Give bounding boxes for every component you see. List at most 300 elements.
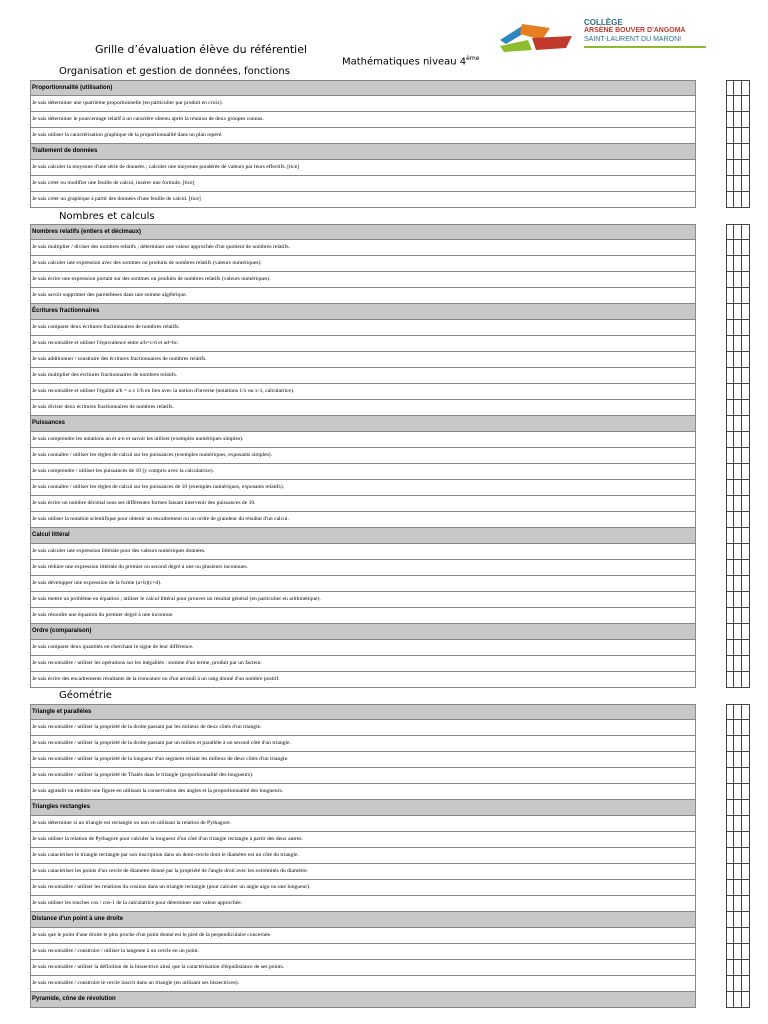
evaluation-checkbox-3[interactable] bbox=[742, 224, 750, 240]
row-gap bbox=[696, 160, 726, 176]
skill-text: Je sais déterminer le pourcentage relatif à un caractère obtenu après la réunion de deux groupes connus. bbox=[30, 112, 696, 128]
skill-row bbox=[30, 432, 750, 448]
skill-row bbox=[30, 864, 750, 880]
skill-row bbox=[30, 880, 750, 896]
evaluation-checkbox-2[interactable] bbox=[734, 192, 742, 208]
evaluation-checkbox-1[interactable] bbox=[726, 464, 734, 480]
subtitle-superscript: ème bbox=[466, 55, 480, 62]
skill-text: Je sais caractériser le triangle rectangle par son inscription dans un demi-cercle dont le diamètre est un côté du triangle. bbox=[30, 848, 696, 864]
evaluation-checkbox-2[interactable] bbox=[734, 128, 742, 144]
section-title: Géométrie bbox=[59, 690, 112, 701]
skill-row bbox=[30, 480, 750, 496]
evaluation-checkbox-3[interactable] bbox=[742, 544, 750, 560]
evaluation-checkbox-1[interactable] bbox=[726, 816, 734, 832]
evaluation-checkbox-1[interactable] bbox=[726, 272, 734, 288]
evaluation-checkbox-1[interactable] bbox=[726, 608, 734, 624]
evaluation-checkbox-3[interactable] bbox=[742, 752, 750, 768]
skill-row bbox=[30, 128, 750, 144]
skill-row bbox=[30, 192, 750, 208]
evaluation-checkbox-1[interactable] bbox=[726, 128, 734, 144]
row-gap bbox=[696, 832, 726, 848]
evaluation-checkbox-2[interactable] bbox=[734, 480, 742, 496]
row-gap bbox=[696, 592, 726, 608]
evaluation-checkbox-3[interactable] bbox=[742, 192, 750, 208]
evaluation-checkbox-1[interactable] bbox=[726, 880, 734, 896]
row-gap bbox=[696, 912, 726, 928]
evaluation-checkbox-3[interactable] bbox=[742, 352, 750, 368]
row-gap bbox=[696, 320, 726, 336]
evaluation-checkbox-3[interactable] bbox=[742, 864, 750, 880]
skill-row bbox=[30, 256, 750, 272]
evaluation-checkbox-2[interactable] bbox=[734, 272, 742, 288]
evaluation-checkbox-2[interactable] bbox=[734, 912, 742, 928]
evaluation-checkbox-3[interactable] bbox=[742, 304, 750, 320]
skill-text: Je sais reconnaître et utiliser l'égalité a/b = a x 1/b en lien avec la notion d'inverse (notations 1/x ou x-1, calculatrice). bbox=[30, 384, 696, 400]
evaluation-checkbox-2[interactable] bbox=[734, 256, 742, 272]
evaluation-checkbox-2[interactable] bbox=[734, 752, 742, 768]
evaluation-checkbox-2[interactable] bbox=[734, 672, 742, 688]
evaluation-checkbox-3[interactable] bbox=[742, 704, 750, 720]
skill-text: Je sais calculer une expression avec des sommes ou produits de nombres relatifs (valeurs numériques). bbox=[30, 256, 696, 272]
row-gap bbox=[696, 544, 726, 560]
evaluation-checkbox-1[interactable] bbox=[726, 752, 734, 768]
evaluation-checkbox-1[interactable] bbox=[726, 80, 734, 96]
evaluation-checkbox-1[interactable] bbox=[726, 512, 734, 528]
evaluation-checkbox-3[interactable] bbox=[742, 736, 750, 752]
evaluation-checkbox-1[interactable] bbox=[726, 784, 734, 800]
row-gap bbox=[696, 928, 726, 944]
evaluation-checkbox-1[interactable] bbox=[726, 928, 734, 944]
evaluation-checkbox-3[interactable] bbox=[742, 784, 750, 800]
evaluation-checkbox-2[interactable] bbox=[734, 368, 742, 384]
skill-text: Je sais diviser deux écritures fractionnaires de nombres relatifs. bbox=[30, 400, 696, 416]
skill-text: Je sais mettre un problème en équation ; utiliser le calcul littéral pour prouver un résultat général (en particulier en arithmétique). bbox=[30, 592, 696, 608]
evaluation-checkbox-1[interactable] bbox=[726, 400, 734, 416]
skill-row bbox=[30, 896, 750, 912]
skill-text: Je sais déterminer une quatrième proportionnelle (en particulier par produit en croix). bbox=[30, 96, 696, 112]
evaluation-checkbox-2[interactable] bbox=[734, 112, 742, 128]
row-gap bbox=[696, 576, 726, 592]
evaluation-checkbox-2[interactable] bbox=[734, 576, 742, 592]
evaluation-checkbox-3[interactable] bbox=[742, 880, 750, 896]
evaluation-checkbox-2[interactable] bbox=[734, 464, 742, 480]
evaluation-checkbox-1[interactable] bbox=[726, 144, 734, 160]
evaluation-checkbox-1[interactable] bbox=[726, 864, 734, 880]
row-gap bbox=[696, 192, 726, 208]
evaluation-checkbox-2[interactable] bbox=[734, 640, 742, 656]
evaluation-checkbox-2[interactable] bbox=[734, 704, 742, 720]
evaluation-checkbox-2[interactable] bbox=[734, 176, 742, 192]
skill-text: Je sais reconnaître / utiliser les opérations sur les inégalités : somme d'un terme, produit par un facteur. bbox=[30, 656, 696, 672]
evaluation-checkbox-3[interactable] bbox=[742, 912, 750, 928]
row-gap bbox=[696, 128, 726, 144]
evaluation-checkbox-2[interactable] bbox=[734, 224, 742, 240]
row-gap bbox=[696, 976, 726, 992]
evaluation-checkbox-3[interactable] bbox=[742, 816, 750, 832]
evaluation-checkbox-1[interactable] bbox=[726, 384, 734, 400]
evaluation-checkbox-1[interactable] bbox=[726, 896, 734, 912]
evaluation-checkbox-2[interactable] bbox=[734, 784, 742, 800]
row-gap bbox=[696, 528, 726, 544]
evaluation-checkbox-1[interactable] bbox=[726, 848, 734, 864]
evaluation-checkbox-1[interactable] bbox=[726, 160, 734, 176]
evaluation-checkbox-3[interactable] bbox=[742, 768, 750, 784]
skill-row bbox=[30, 608, 750, 624]
evaluation-checkbox-3[interactable] bbox=[742, 288, 750, 304]
evaluation-checkbox-2[interactable] bbox=[734, 624, 742, 640]
evaluation-checkbox-1[interactable] bbox=[726, 192, 734, 208]
skill-row bbox=[30, 544, 750, 560]
evaluation-checkbox-1[interactable] bbox=[726, 624, 734, 640]
college-logo bbox=[492, 18, 712, 54]
evaluation-checkbox-2[interactable] bbox=[734, 992, 742, 1008]
evaluation-checkbox-3[interactable] bbox=[742, 96, 750, 112]
evaluation-checkbox-3[interactable] bbox=[742, 992, 750, 1008]
evaluation-checkbox-1[interactable] bbox=[726, 832, 734, 848]
skill-row bbox=[30, 160, 750, 176]
row-gap bbox=[696, 272, 726, 288]
evaluation-checkbox-3[interactable] bbox=[742, 464, 750, 480]
skill-text: Je sais reconnaître / utiliser la propriété de Thalès dans le triangle (proportionnalité des longueurs). bbox=[30, 768, 696, 784]
section-title: Nombres et calculs bbox=[59, 211, 155, 222]
row-gap bbox=[696, 480, 726, 496]
evaluation-checkbox-2[interactable] bbox=[734, 448, 742, 464]
evaluation-checkbox-2[interactable] bbox=[734, 592, 742, 608]
evaluation-checkbox-3[interactable] bbox=[742, 576, 750, 592]
evaluation-checkbox-2[interactable] bbox=[734, 496, 742, 512]
evaluation-checkbox-1[interactable] bbox=[726, 736, 734, 752]
skill-text: Je sais reconnaître et utiliser l'équivalence entre a/b=c/d et ad=bc. bbox=[30, 336, 696, 352]
row-gap bbox=[696, 720, 726, 736]
evaluation-checkbox-3[interactable] bbox=[742, 272, 750, 288]
category-label: Calcul littéral bbox=[30, 528, 696, 544]
evaluation-checkbox-1[interactable] bbox=[726, 704, 734, 720]
row-gap bbox=[696, 256, 726, 272]
evaluation-checkbox-2[interactable] bbox=[734, 96, 742, 112]
row-gap bbox=[696, 432, 726, 448]
skill-row bbox=[30, 112, 750, 128]
category-row bbox=[30, 624, 750, 640]
skill-row bbox=[30, 560, 750, 576]
evaluation-checkbox-2[interactable] bbox=[734, 416, 742, 432]
evaluation-checkbox-2[interactable] bbox=[734, 512, 742, 528]
evaluation-checkbox-3[interactable] bbox=[742, 608, 750, 624]
evaluation-checkbox-2[interactable] bbox=[734, 608, 742, 624]
row-gap bbox=[696, 288, 726, 304]
evaluation-checkbox-3[interactable] bbox=[742, 800, 750, 816]
skill-row bbox=[30, 640, 750, 656]
row-gap bbox=[696, 624, 726, 640]
row-gap bbox=[696, 864, 726, 880]
evaluation-checkbox-3[interactable] bbox=[742, 528, 750, 544]
evaluation-checkbox-2[interactable] bbox=[734, 976, 742, 992]
row-gap bbox=[696, 816, 726, 832]
category-label: Nombres relatifs (entiers et décimaux) bbox=[30, 224, 696, 240]
evaluation-checkbox-1[interactable] bbox=[726, 480, 734, 496]
skill-row bbox=[30, 672, 750, 688]
evaluation-checkbox-1[interactable] bbox=[726, 640, 734, 656]
evaluation-checkbox-3[interactable] bbox=[742, 384, 750, 400]
evaluation-checkbox-2[interactable] bbox=[734, 768, 742, 784]
college-logo-mark bbox=[492, 18, 580, 54]
evaluation-checkbox-2[interactable] bbox=[734, 960, 742, 976]
evaluation-checkbox-3[interactable] bbox=[742, 848, 750, 864]
evaluation-checkbox-3[interactable] bbox=[742, 928, 750, 944]
evaluation-checkbox-2[interactable] bbox=[734, 80, 742, 96]
category-row bbox=[30, 912, 750, 928]
skill-row bbox=[30, 368, 750, 384]
category-label: Proportionnalité (utilisation) bbox=[30, 80, 696, 96]
evaluation-checkbox-1[interactable] bbox=[726, 352, 734, 368]
evaluation-checkbox-3[interactable] bbox=[742, 896, 750, 912]
evaluation-checkbox-3[interactable] bbox=[742, 672, 750, 688]
evaluation-checkbox-1[interactable] bbox=[726, 992, 734, 1008]
row-gap bbox=[696, 336, 726, 352]
row-gap bbox=[696, 96, 726, 112]
evaluation-checkbox-1[interactable] bbox=[726, 448, 734, 464]
evaluation-checkbox-3[interactable] bbox=[742, 144, 750, 160]
row-gap bbox=[696, 80, 726, 96]
evaluation-checkbox-3[interactable] bbox=[742, 400, 750, 416]
skill-text: Je sais écrire une expression portant sur des sommes ou produits de nombres relatifs (valeurs numériques). bbox=[30, 272, 696, 288]
section-grid bbox=[30, 80, 750, 208]
skill-row bbox=[30, 496, 750, 512]
row-gap bbox=[696, 800, 726, 816]
skill-row bbox=[30, 832, 750, 848]
skill-text: Je sais que le point d'une droite le plus proche d'un point donné est le pied de la perpendiculaire concernée. bbox=[30, 928, 696, 944]
evaluation-checkbox-2[interactable] bbox=[734, 800, 742, 816]
category-row bbox=[30, 304, 750, 320]
skill-row bbox=[30, 240, 750, 256]
section-grid bbox=[30, 704, 750, 1008]
evaluation-checkbox-2[interactable] bbox=[734, 736, 742, 752]
evaluation-checkbox-3[interactable] bbox=[742, 624, 750, 640]
evaluation-checkbox-3[interactable] bbox=[742, 560, 750, 576]
evaluation-checkbox-2[interactable] bbox=[734, 288, 742, 304]
category-label: Triangles rectangles bbox=[30, 800, 696, 816]
skill-text: Je sais multiplier / diviser des nombres relatifs ; déterminer une valeur approchée d'un quotient de nombres relatifs. bbox=[30, 240, 696, 256]
skill-row bbox=[30, 384, 750, 400]
skill-row bbox=[30, 96, 750, 112]
skill-text: Je sais connaître / utiliser les règles de calcul sur les puissances (exemples numériques, exposants simples). bbox=[30, 448, 696, 464]
evaluation-checkbox-1[interactable] bbox=[726, 336, 734, 352]
skill-text: Je sais calculer la moyenne d'une série de données ; calculer une moyenne pondérée de valeurs par leurs effectifs. [tice] bbox=[30, 160, 696, 176]
evaluation-checkbox-3[interactable] bbox=[742, 80, 750, 96]
row-gap bbox=[696, 448, 726, 464]
evaluation-checkbox-2[interactable] bbox=[734, 816, 742, 832]
row-gap bbox=[696, 784, 726, 800]
category-row bbox=[30, 704, 750, 720]
evaluation-checkbox-1[interactable] bbox=[726, 528, 734, 544]
evaluation-checkbox-1[interactable] bbox=[726, 800, 734, 816]
evaluation-checkbox-2[interactable] bbox=[734, 400, 742, 416]
evaluation-checkbox-2[interactable] bbox=[734, 880, 742, 896]
evaluation-checkbox-3[interactable] bbox=[742, 976, 750, 992]
evaluation-checkbox-1[interactable] bbox=[726, 672, 734, 688]
skill-row bbox=[30, 592, 750, 608]
row-gap bbox=[696, 352, 726, 368]
evaluation-checkbox-1[interactable] bbox=[726, 320, 734, 336]
skill-text: Je sais déterminer si un triangle est rectangle ou non en utilisant la relation de Pythagore. bbox=[30, 816, 696, 832]
skill-text: Je sais reconnaître / utiliser la propriété de la droite passant par les milieux de deux côtés d'un triangle. bbox=[30, 720, 696, 736]
evaluation-checkbox-1[interactable] bbox=[726, 576, 734, 592]
row-gap bbox=[696, 224, 726, 240]
category-label: Traitement de données bbox=[30, 144, 696, 160]
evaluation-checkbox-3[interactable] bbox=[742, 480, 750, 496]
evaluation-checkbox-1[interactable] bbox=[726, 496, 734, 512]
evaluation-checkbox-2[interactable] bbox=[734, 720, 742, 736]
evaluation-checkbox-2[interactable] bbox=[734, 144, 742, 160]
row-gap bbox=[696, 384, 726, 400]
evaluation-checkbox-2[interactable] bbox=[734, 928, 742, 944]
evaluation-checkbox-2[interactable] bbox=[734, 528, 742, 544]
evaluation-checkbox-2[interactable] bbox=[734, 896, 742, 912]
evaluation-checkbox-2[interactable] bbox=[734, 320, 742, 336]
evaluation-checkbox-3[interactable] bbox=[742, 128, 750, 144]
evaluation-checkbox-2[interactable] bbox=[734, 848, 742, 864]
evaluation-checkbox-1[interactable] bbox=[726, 912, 734, 928]
evaluation-checkbox-1[interactable] bbox=[726, 416, 734, 432]
evaluation-checkbox-3[interactable] bbox=[742, 512, 750, 528]
evaluation-checkbox-1[interactable] bbox=[726, 432, 734, 448]
skill-text: Je sais réduire une expression littérale du premier ou second degré à une ou plusieurs inconnues. bbox=[30, 560, 696, 576]
row-gap bbox=[696, 112, 726, 128]
skill-row bbox=[30, 736, 750, 752]
category-label: Ordre (comparaison) bbox=[30, 624, 696, 640]
category-label: Écritures fractionnaires bbox=[30, 304, 696, 320]
skill-row bbox=[30, 336, 750, 352]
skill-row bbox=[30, 576, 750, 592]
skill-row bbox=[30, 400, 750, 416]
evaluation-checkbox-3[interactable] bbox=[742, 416, 750, 432]
skill-row bbox=[30, 448, 750, 464]
evaluation-checkbox-3[interactable] bbox=[742, 112, 750, 128]
evaluation-checkbox-3[interactable] bbox=[742, 368, 750, 384]
row-gap bbox=[696, 752, 726, 768]
skill-text: Je sais agrandir ou réduire une figure en utilisant la conservation des angles et la proportionnalité des longueurs. bbox=[30, 784, 696, 800]
row-gap bbox=[696, 640, 726, 656]
skill-text: Je sais utiliser la notation scientifique pour obtenir un encadrement ou un ordre de grandeur du résultat d'un calcul. bbox=[30, 512, 696, 528]
evaluation-checkbox-2[interactable] bbox=[734, 304, 742, 320]
row-gap bbox=[696, 304, 726, 320]
row-gap bbox=[696, 656, 726, 672]
evaluation-checkbox-1[interactable] bbox=[726, 976, 734, 992]
skill-text: Je sais reconnaître / utiliser la propriété de la longueur d'un segment reliant les milieux de deux côtés d'un triangle. bbox=[30, 752, 696, 768]
skill-row bbox=[30, 976, 750, 992]
skill-row bbox=[30, 176, 750, 192]
evaluation-checkbox-2[interactable] bbox=[734, 432, 742, 448]
evaluation-checkbox-1[interactable] bbox=[726, 560, 734, 576]
evaluation-checkbox-2[interactable] bbox=[734, 336, 742, 352]
evaluation-checkbox-3[interactable] bbox=[742, 176, 750, 192]
evaluation-checkbox-2[interactable] bbox=[734, 160, 742, 176]
evaluation-checkbox-2[interactable] bbox=[734, 384, 742, 400]
skill-text: Je sais connaître / utiliser les règles de calcul sur les puissances de 10 (exemples numériques, exposants relatifs). bbox=[30, 480, 696, 496]
row-gap bbox=[696, 736, 726, 752]
skill-text: Je sais utiliser les touches cos / cos-1 de la calculatrice pour déterminer une valeur approchée. bbox=[30, 896, 696, 912]
evaluation-checkbox-1[interactable] bbox=[726, 960, 734, 976]
evaluation-checkbox-1[interactable] bbox=[726, 288, 734, 304]
evaluation-checkbox-1[interactable] bbox=[726, 304, 734, 320]
evaluation-checkbox-1[interactable] bbox=[726, 176, 734, 192]
row-gap bbox=[696, 896, 726, 912]
evaluation-checkbox-2[interactable] bbox=[734, 544, 742, 560]
evaluation-checkbox-3[interactable] bbox=[742, 160, 750, 176]
skill-text: Je sais résoudre une équation du premier degré à une inconnue. bbox=[30, 608, 696, 624]
evaluation-checkbox-3[interactable] bbox=[742, 832, 750, 848]
skill-text: Je sais reconnaître / construire / utiliser la tangente à un cercle en un point. bbox=[30, 944, 696, 960]
skill-text: Je sais comprendre / utiliser les puissances de 10 (y compris avec la calculatrice). bbox=[30, 464, 696, 480]
evaluation-checkbox-3[interactable] bbox=[742, 336, 750, 352]
evaluation-checkbox-1[interactable] bbox=[726, 768, 734, 784]
evaluation-checkbox-1[interactable] bbox=[726, 592, 734, 608]
evaluation-checkbox-3[interactable] bbox=[742, 720, 750, 736]
row-gap bbox=[696, 496, 726, 512]
evaluation-checkbox-2[interactable] bbox=[734, 560, 742, 576]
category-row bbox=[30, 224, 750, 240]
evaluation-checkbox-3[interactable] bbox=[742, 256, 750, 272]
evaluation-checkbox-2[interactable] bbox=[734, 352, 742, 368]
skill-row bbox=[30, 352, 750, 368]
skill-row bbox=[30, 656, 750, 672]
row-gap bbox=[696, 240, 726, 256]
row-gap bbox=[696, 848, 726, 864]
skill-text: Je sais multiplier des écritures fractionnaires de nombres relatifs. bbox=[30, 368, 696, 384]
evaluation-checkbox-1[interactable] bbox=[726, 544, 734, 560]
skill-text: Je sais écrire un nombre décimal sous ses différentes formes faisant intervenir des puissances de 10. bbox=[30, 496, 696, 512]
evaluation-checkbox-2[interactable] bbox=[734, 944, 742, 960]
evaluation-checkbox-3[interactable] bbox=[742, 320, 750, 336]
evaluation-checkbox-1[interactable] bbox=[726, 96, 734, 112]
evaluation-checkbox-2[interactable] bbox=[734, 240, 742, 256]
skill-text: Je sais comparer deux écritures fractionnaires de nombres relatifs. bbox=[30, 320, 696, 336]
evaluation-checkbox-3[interactable] bbox=[742, 944, 750, 960]
evaluation-checkbox-3[interactable] bbox=[742, 240, 750, 256]
skill-row bbox=[30, 752, 750, 768]
skill-text: Je sais créer un graphique à partir des données d'une feuille de calcul. [tice] bbox=[30, 192, 696, 208]
skill-row bbox=[30, 960, 750, 976]
evaluation-checkbox-2[interactable] bbox=[734, 832, 742, 848]
evaluation-checkbox-1[interactable] bbox=[726, 256, 734, 272]
evaluation-checkbox-2[interactable] bbox=[734, 864, 742, 880]
evaluation-checkbox-1[interactable] bbox=[726, 240, 734, 256]
category-label: Triangle et parallèles bbox=[30, 704, 696, 720]
category-row bbox=[30, 144, 750, 160]
skill-text: Je sais reconnaître / utiliser la propriété de la droite passant par un milieu et parallèle à un second côté d'un triangle. bbox=[30, 736, 696, 752]
evaluation-checkbox-1[interactable] bbox=[726, 944, 734, 960]
row-gap bbox=[696, 992, 726, 1008]
evaluation-checkbox-1[interactable] bbox=[726, 368, 734, 384]
skill-text: Je sais calculer une expression littérale pour des valeurs numériques données. bbox=[30, 544, 696, 560]
evaluation-checkbox-1[interactable] bbox=[726, 224, 734, 240]
evaluation-checkbox-1[interactable] bbox=[726, 720, 734, 736]
evaluation-checkbox-3[interactable] bbox=[742, 656, 750, 672]
evaluation-checkbox-3[interactable] bbox=[742, 448, 750, 464]
row-gap bbox=[696, 608, 726, 624]
skill-row bbox=[30, 784, 750, 800]
evaluation-checkbox-3[interactable] bbox=[742, 960, 750, 976]
evaluation-checkbox-1[interactable] bbox=[726, 112, 734, 128]
evaluation-checkbox-2[interactable] bbox=[734, 656, 742, 672]
row-gap bbox=[696, 512, 726, 528]
evaluation-checkbox-3[interactable] bbox=[742, 640, 750, 656]
skill-text: Je sais utiliser la relation de Pythagore pour calculer la longueur d'un côté d'un triangle rectangle à partir des deux autres. bbox=[30, 832, 696, 848]
row-gap bbox=[696, 880, 726, 896]
evaluation-checkbox-3[interactable] bbox=[742, 496, 750, 512]
evaluation-checkbox-1[interactable] bbox=[726, 656, 734, 672]
evaluation-checkbox-3[interactable] bbox=[742, 432, 750, 448]
evaluation-checkbox-3[interactable] bbox=[742, 592, 750, 608]
